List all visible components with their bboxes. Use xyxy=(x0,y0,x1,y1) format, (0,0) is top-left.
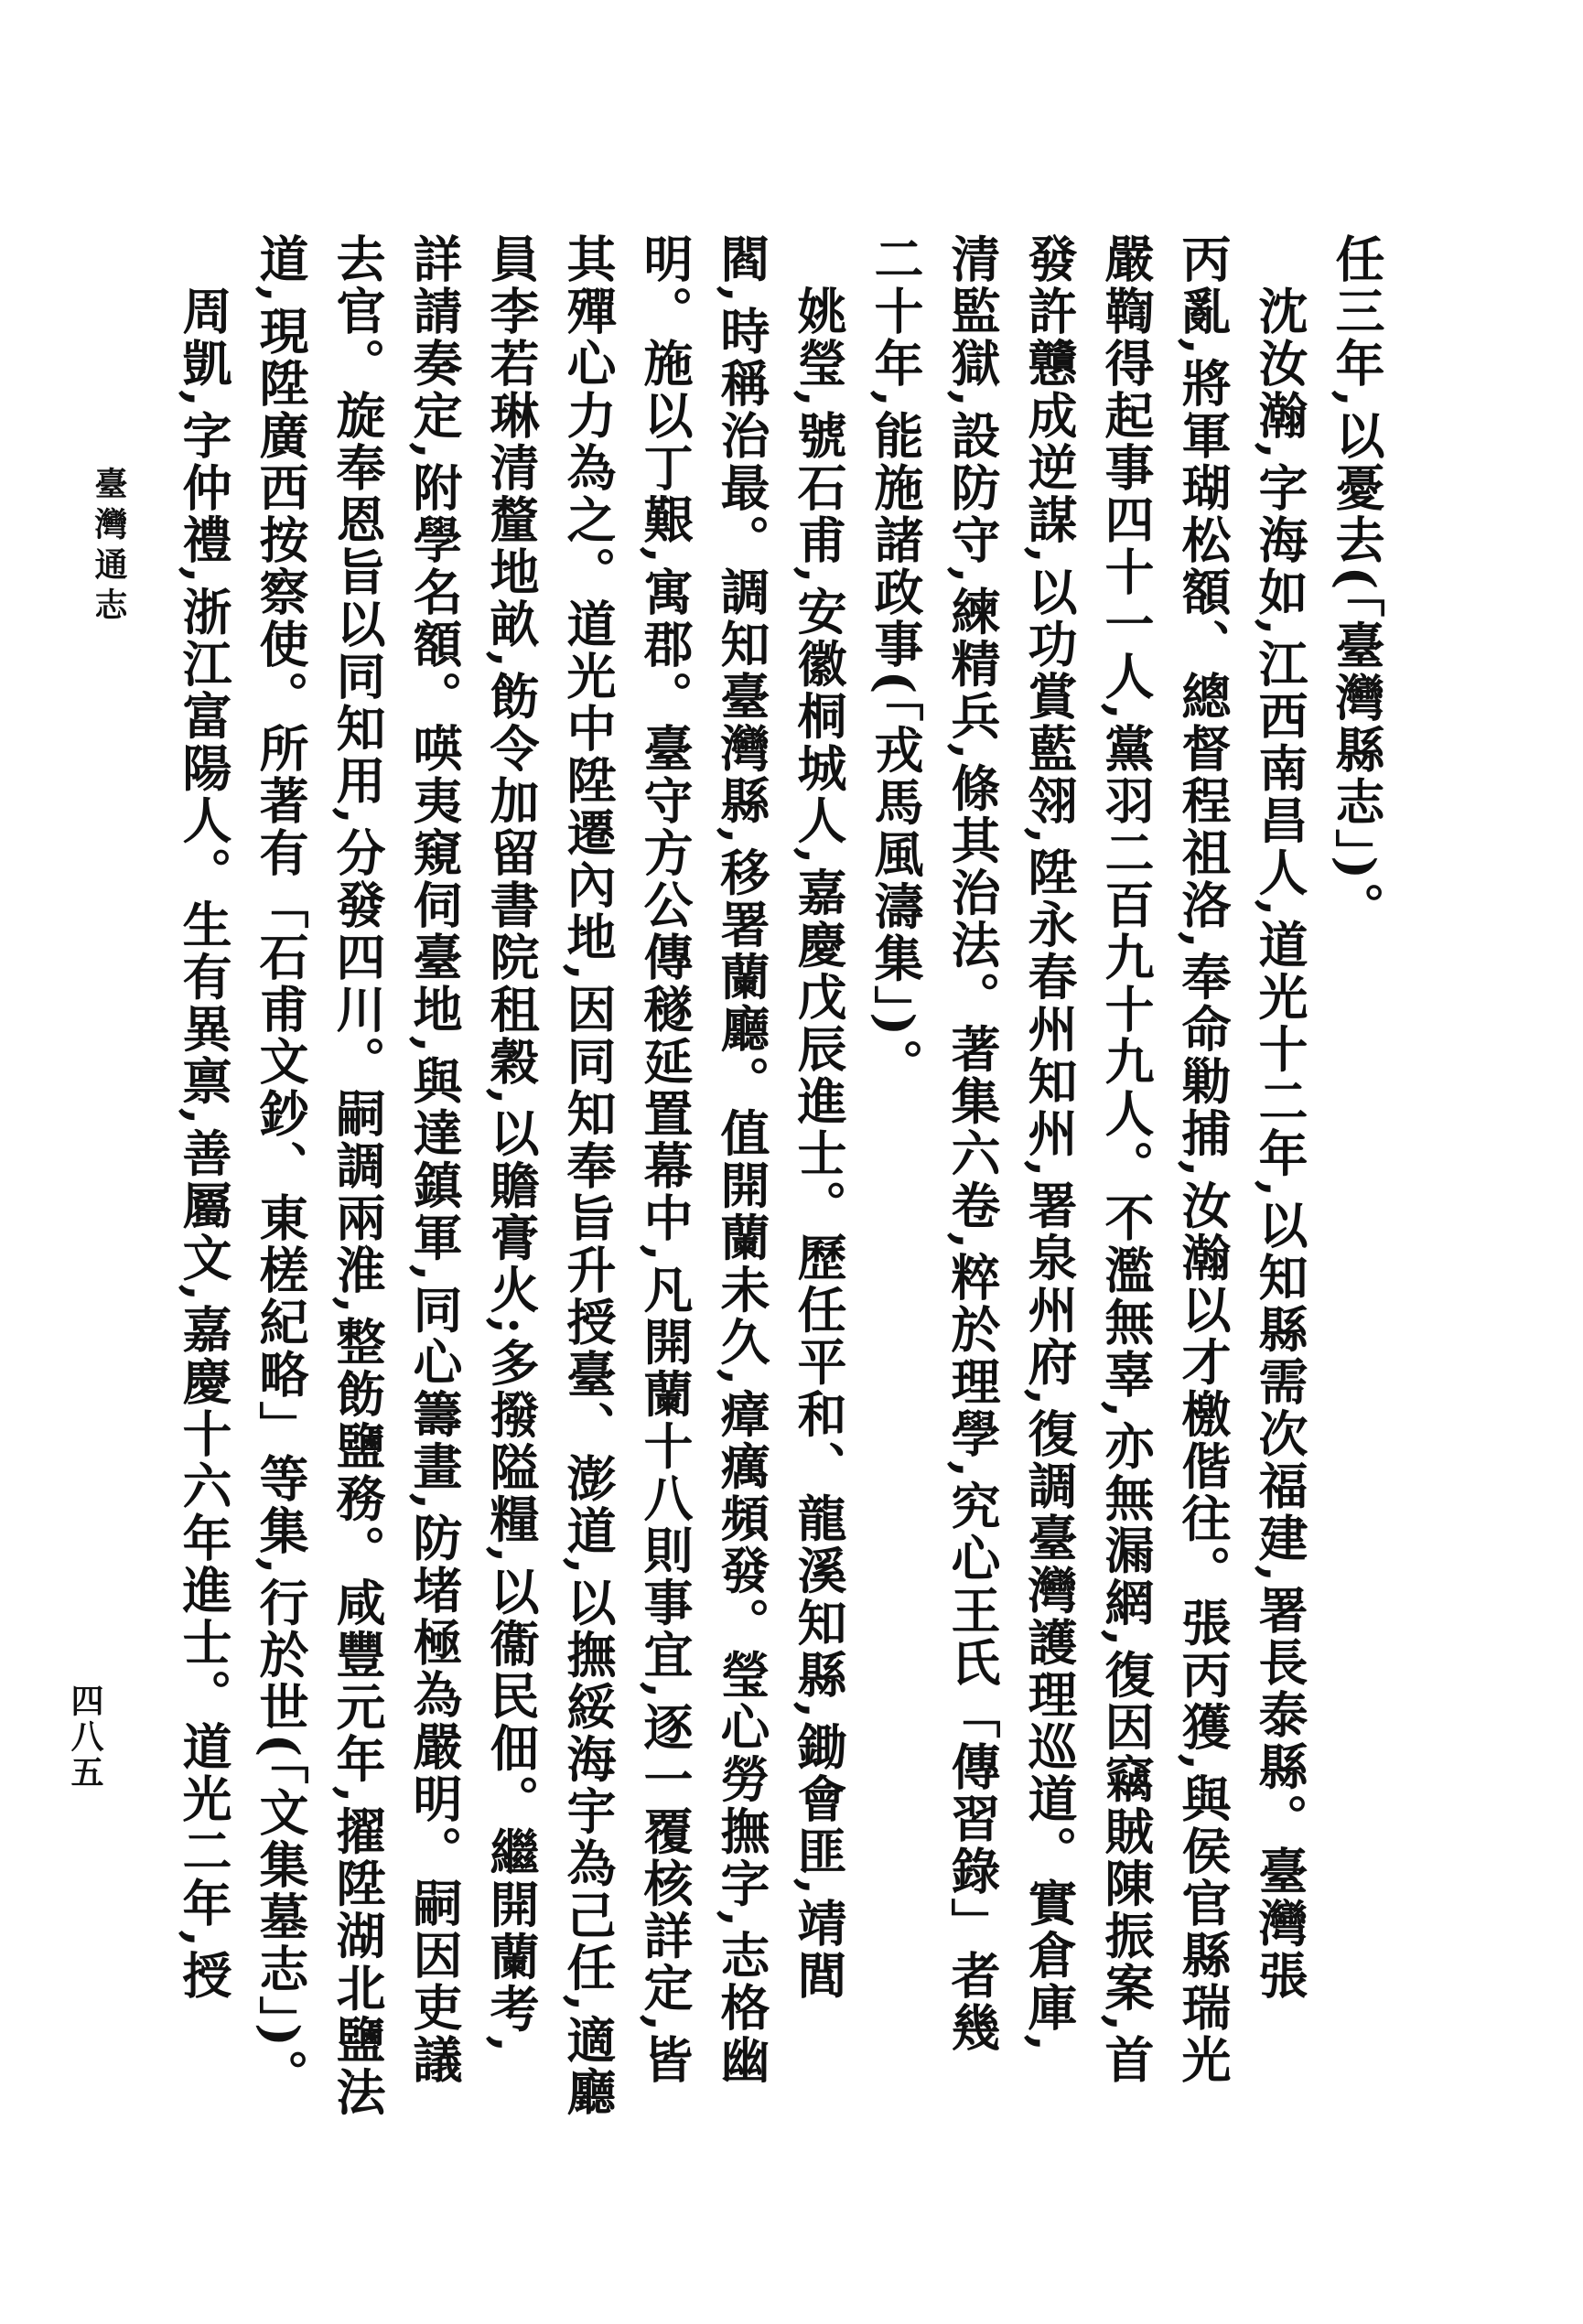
text-column: 姚瑩,號石甫,安徽桐城人,嘉慶戊辰進士。歷任平和、龍溪知縣,鋤會匪,靖閭 xyxy=(790,285,848,2002)
text-column: 任三年,以憂去(「臺灣縣志」)。 xyxy=(1328,233,1386,934)
text-column: 閻,時稱治最。調知臺灣縣,移署蘭廳。值開蘭未久,瘴癘頻發。瑩心勞撫字,志格幽 xyxy=(713,233,771,2087)
text-column: 去官。旋奉恩旨以同知用,分發四川。嗣調兩淮,整飭鹽務。咸豐元年,擢陞湖北鹽法 xyxy=(328,233,387,2119)
page-number: 四八五 xyxy=(66,1684,104,1791)
text-column: 清監獄,設防守,練精兵,條其治法。著集六卷,粹於理學,究心王氏「傳習錄」者幾 xyxy=(943,233,1002,2054)
text-column: 沈汝瀚,字海如,江西南昌人,道光十二年,以知縣需次福建,署長泰縣。臺灣張 xyxy=(1251,285,1309,2002)
text-column: 其殫心力為之。道光中陞遷內地,因同知奉旨升授臺、澎道,以撫綏海宇為己任,適廳 xyxy=(559,233,618,2119)
text-column: 道,現陞廣西按察使。所著有「石甫文鈔、東槎紀略」等集,行於世(「文集墓志」)。 xyxy=(252,233,310,2102)
text-column: 員李若琳清釐地畝,飭令加留書院租穀,以贍膏火;多撥隘糧,以衞民佃。繼開蘭考, xyxy=(482,233,541,2056)
text-column: 詳請奏定,附學名額。𠸄夷窺伺臺地,與達鎮軍,同心籌畫,防堵極為嚴明。嗣因吏議 xyxy=(405,233,464,2087)
text-column: 丙亂,將軍瑚松額、總督程祖洛,奉命勦捕,汝瀚以才檄偕往。張丙獲,與侯官縣瑞光 xyxy=(1174,233,1233,2087)
text-column: 二十年,能施諸政事(「戎馬風濤集」)。 xyxy=(867,233,925,1091)
book-title-margin: 臺灣通志 xyxy=(90,467,128,628)
text-column: 嚴鞫得起事四十一人,黨羽二百九十九人。不濫無辜,亦無漏網,復因竊賊陳振案,首 xyxy=(1097,233,1156,2087)
text-column: 發許戇成逆謀,以功賞藍翎,陞永春州知州,署泉州府,復調臺灣護理巡道。實倉庫, xyxy=(1020,233,1079,2054)
text-column: 周凱,字仲禮,浙江富陽人。生有異禀,善屬文,嘉慶十六年進士。道光二年,授 xyxy=(175,285,233,2002)
main-text-block xyxy=(166,233,1395,2219)
text-column: 明。施以丁艱,寓郡。臺守方公傳穟延置幕中,凡開蘭十八則事宜,逐一覆核詳定,皆 xyxy=(636,233,695,2087)
